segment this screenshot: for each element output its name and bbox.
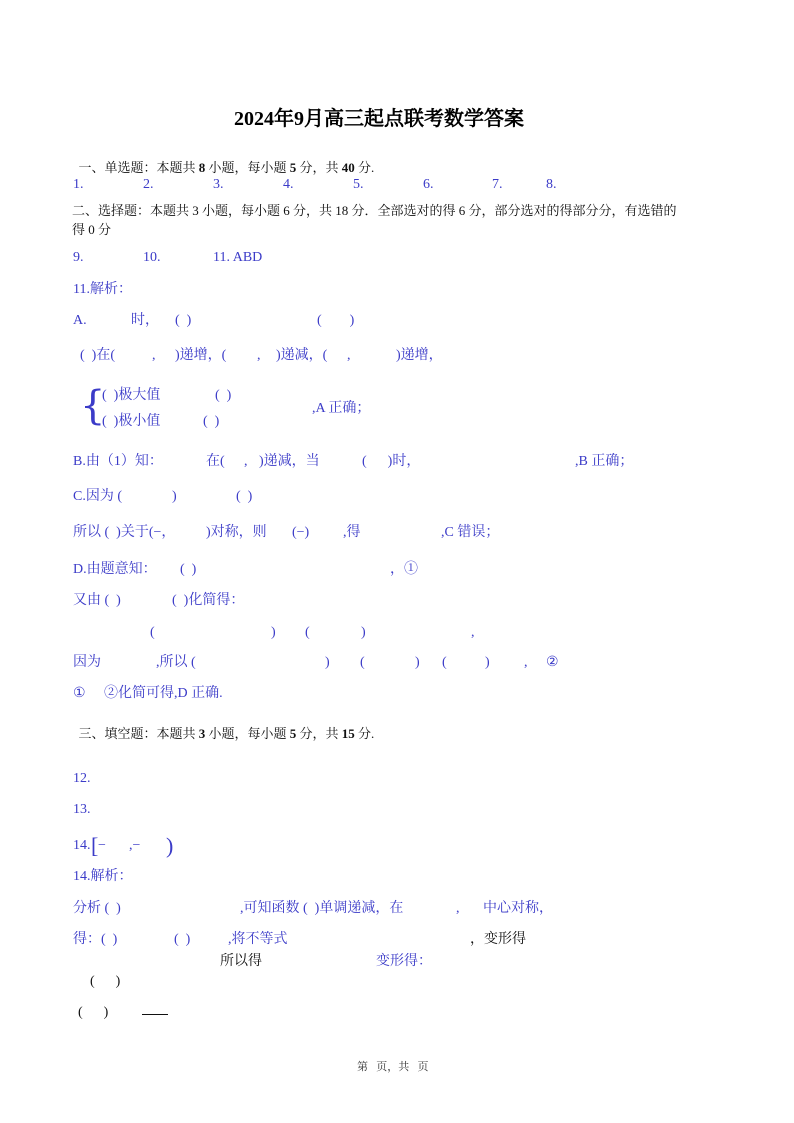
sol11-b-decreasing: )递减，当 [259, 454, 320, 469]
sol11-a-conclusion: ,A 正确； [312, 401, 371, 416]
answer-6: 6. [423, 177, 434, 192]
sol14-decreasing: ,可知函数 ( )单调递减，在 [240, 901, 404, 916]
answer-11: 11. ABD [213, 250, 263, 265]
answer-10: 10. [143, 250, 161, 265]
answer-14-bracket-left: [ [91, 833, 99, 858]
sol11-c-symmetry: 所以 ( )关于(−， [73, 525, 176, 540]
sol11-b-comma: , [244, 454, 248, 469]
section-heading-single-choice: 一、单选题：本题共 8 小题，每小题 5 分，共 40 分. [78, 160, 375, 175]
sol14-transform: ，变形得 [470, 932, 526, 947]
answer-3: 3. [213, 177, 224, 192]
sol11-d-l3-p3: ( [305, 625, 310, 640]
sol11-max-value-right: ( ) [215, 388, 232, 403]
solution-14-heading: 14.解析： [73, 869, 133, 884]
sol11-d-l3-p1: ( [150, 625, 155, 640]
fraction-bar [142, 1014, 168, 1015]
sol11-mono-part3: )递减，( [276, 348, 328, 363]
sol11-d-circle1: ① [73, 686, 86, 701]
sol11-b-when: ( )时， [362, 454, 421, 469]
sol11-min-value: ( )极小值 [102, 414, 161, 429]
sol11-c-label: C.因为 ( [73, 489, 122, 504]
sol11-b-label: B.由（1）知： [73, 454, 163, 469]
sol11-mono-comma3: , [347, 348, 351, 363]
answer-7: 7. [492, 177, 503, 192]
sol11-mono-comma2: , [257, 348, 261, 363]
sol14-inequality: ,将不等式 [228, 932, 288, 947]
sol11-d-l4-comma: , [524, 655, 528, 670]
sol14-center: 中心对称， [483, 901, 553, 916]
sol11-d-l4-p5: ) [485, 655, 490, 670]
answer-1: 1. [73, 177, 84, 192]
answer-14-label: 14. [73, 838, 91, 853]
sol11-c-get: ,得 [343, 525, 361, 540]
answer-9: 9. [73, 250, 84, 265]
sol11-mono-part2: )递增，( [175, 348, 227, 363]
answer-14-minus: − [98, 838, 106, 853]
sol11-min-value-right: ( ) [203, 414, 220, 429]
sol11-d-so: ,所以 ( [156, 655, 196, 670]
answer-8: 8. [546, 177, 557, 192]
sol11-b-interval: 在( [206, 454, 225, 469]
sol14-so-get: 所以得 [220, 954, 262, 969]
solution-11-heading: 11.解析： [73, 282, 132, 297]
page-title: 2024年9月高三起点联考数学答案 [234, 108, 524, 130]
answer-14-comma: ,− [129, 838, 141, 853]
sol11-d-l4-p2: ( [360, 655, 365, 670]
sol11-d-simplify: ( )化简得： [172, 593, 245, 608]
sol11-mono-comma1: , [152, 348, 156, 363]
section-heading-fill-blank: 三、填空题：本题共 3 小题，每小题 5 分，共 15 分. [78, 726, 375, 741]
sol11-d-conclusion: ②化简可得,D 正确. [104, 686, 223, 701]
left-brace: { [80, 383, 106, 429]
sol14-line5: ( ) [78, 1005, 109, 1020]
sol11-mono-part4: )递增， [396, 348, 443, 363]
sol11-a-when: 时， [131, 313, 159, 328]
sol14-transform2: 变形得： [376, 954, 432, 969]
sol11-d-l4-p4: ( [442, 655, 447, 670]
sol11-c-conclusion: ,C 错误； [441, 525, 500, 540]
answer-12: 12. [73, 771, 91, 786]
section-heading-multi-choice-line1: 二、选择题：本题共 3 小题，每小题 6 分，共 18 分．全部选对的得 6 分，部分选对的得部分分，有选错的 [72, 203, 677, 218]
sol11-c-paren: ( ) [236, 489, 253, 504]
answer-5: 5. [353, 177, 364, 192]
sol11-d-l3-p2: ) [271, 625, 276, 640]
sol11-d-l4-p3: ) [415, 655, 420, 670]
sol11-d-label: D.由题意知： [73, 562, 157, 577]
sol11-d-because: 因为 [73, 655, 101, 670]
page-footer: 第 页，共 页 [357, 1061, 429, 1073]
sol11-c-symmetry-close: )对称，则 [206, 525, 267, 540]
sol11-d-eq1: ，① [390, 562, 418, 577]
sol14-line4: ( ) [90, 974, 121, 989]
section-heading-multi-choice-line2: 得 0 分 [72, 222, 112, 237]
sol11-mono-part1: ( )在( [80, 348, 115, 363]
sol11-d-paren: ( ) [180, 562, 197, 577]
sol11-a-label: A. [73, 313, 87, 328]
sol14-get: 得：( ) [73, 932, 118, 947]
sol11-d-again: 又由 ( ) [73, 593, 121, 608]
sol14-comma: , [456, 901, 460, 916]
answer-4: 4. [283, 177, 294, 192]
sol11-d-eq2: ② [546, 655, 559, 670]
sol11-d-l3-comma: , [471, 625, 475, 640]
sol11-c-paren-close: ) [172, 489, 177, 504]
sol14-analysis: 分析 ( ) [73, 901, 121, 916]
answer-14-bracket-right: ) [166, 833, 174, 858]
sol14-paren: ( ) [174, 932, 191, 947]
sol11-c-then: (−) [292, 525, 310, 540]
sol11-a-paren2: ( ) [317, 313, 355, 328]
sol11-max-value: ( )极大值 [102, 388, 161, 403]
answer-13: 13. [73, 802, 91, 817]
answer-2: 2. [143, 177, 154, 192]
sol11-d-l4-p1: ) [325, 655, 330, 670]
sol11-a-paren1: ( ) [175, 313, 192, 328]
sol11-d-l3-p4: ) [361, 625, 366, 640]
sol11-b-conclusion: ,B 正确； [575, 454, 634, 469]
